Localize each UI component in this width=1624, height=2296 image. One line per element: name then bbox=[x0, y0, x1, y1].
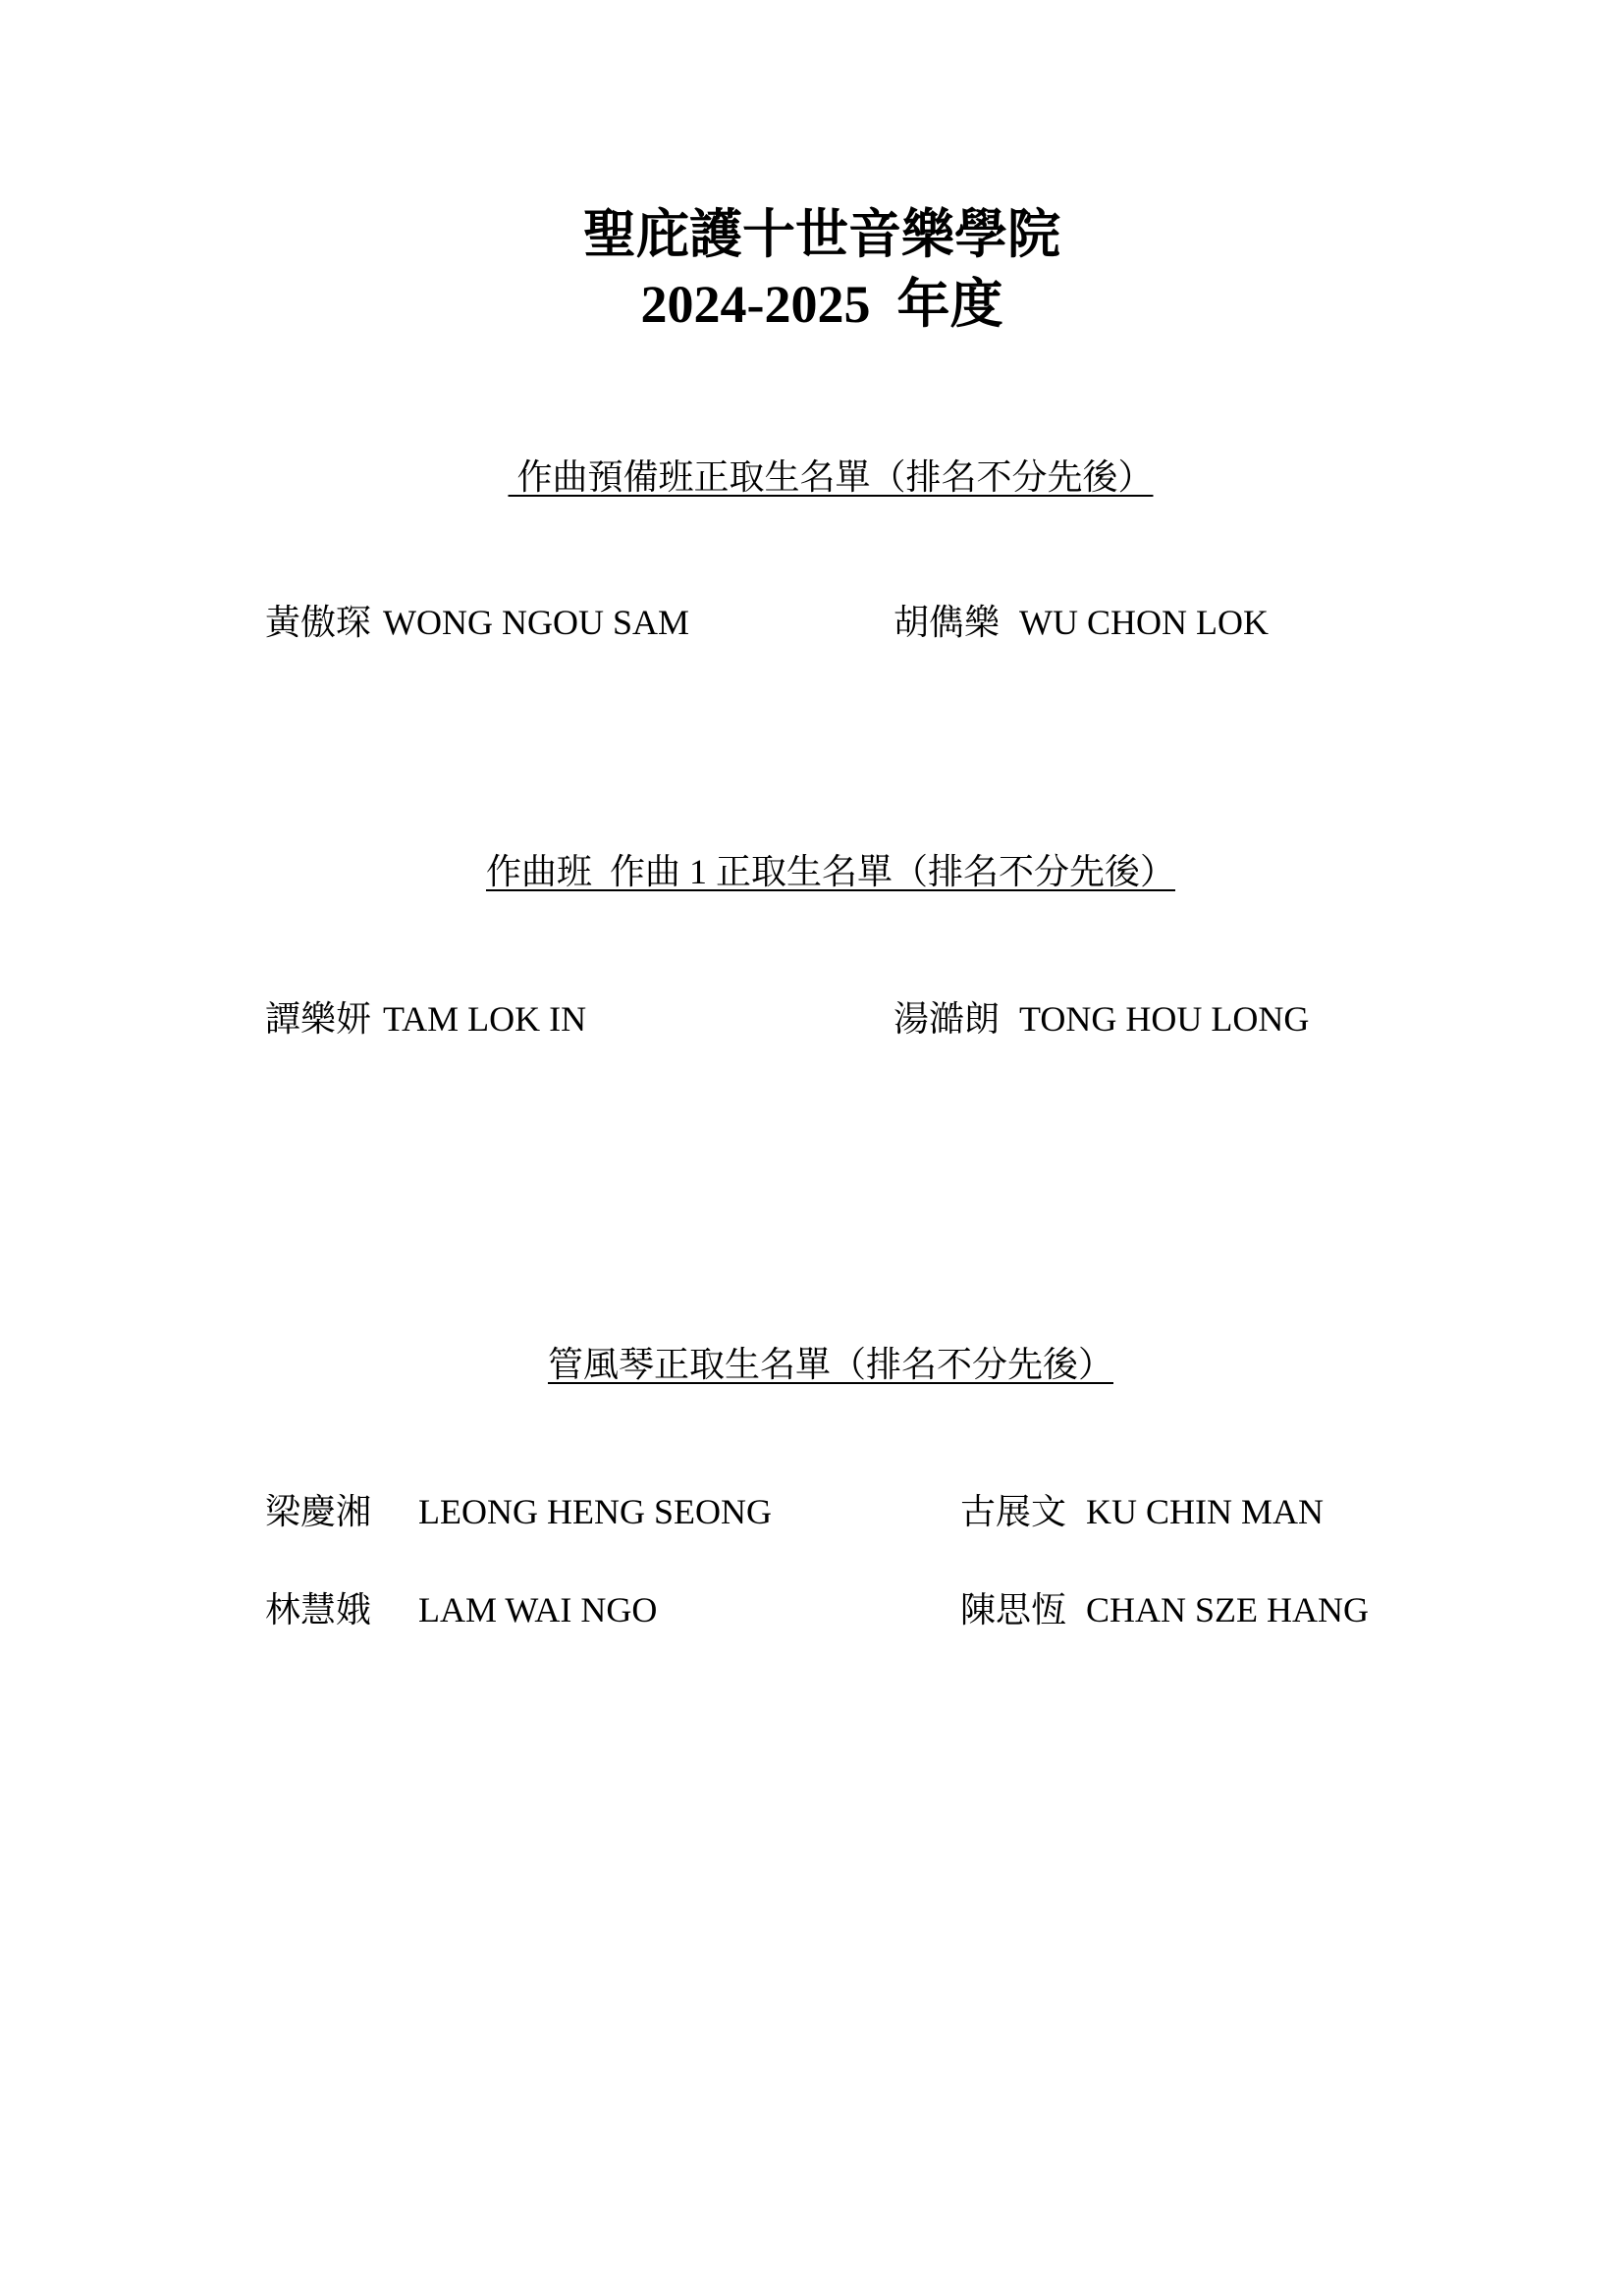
academic-year: 2024-2025 年度 bbox=[640, 275, 1003, 334]
student-chinese-name: 湯澔朗 bbox=[893, 999, 1001, 1039]
student-english-name: WONG NGOU SAM bbox=[383, 603, 690, 642]
student-english-name: KU CHIN MAN bbox=[1086, 1492, 1325, 1531]
student-english-name: LEONG HENG SEONG bbox=[418, 1492, 772, 1531]
student-entry bbox=[247, 1459, 772, 1529]
student-chinese-name: 古展文 bbox=[960, 1492, 1067, 1531]
student-chinese-name: 梁慶湘 bbox=[265, 1492, 372, 1531]
student-chinese-name: 黃傲琛 bbox=[265, 603, 372, 642]
student-entry bbox=[943, 1557, 1369, 1628]
student-entry bbox=[247, 1557, 657, 1628]
student-english-name: LAM WAI NGO bbox=[418, 1590, 658, 1629]
student-chinese-name: 胡儁樂 bbox=[893, 603, 1001, 642]
student-chinese-name: 譚樂妍 bbox=[265, 999, 372, 1039]
student-entry bbox=[247, 966, 586, 1037]
student-english-name: TAM LOK IN bbox=[383, 999, 587, 1039]
section-heading-organ: 管風琴正取生名單（排名不分先後） bbox=[547, 1345, 1113, 1384]
student-entry bbox=[876, 569, 1269, 640]
student-chinese-name: 陳思恆 bbox=[960, 1590, 1067, 1629]
student-entry bbox=[943, 1459, 1324, 1529]
student-entry bbox=[876, 966, 1309, 1037]
student-english-name: WU CHON LOK bbox=[1019, 603, 1269, 642]
student-entry bbox=[247, 569, 689, 640]
student-chinese-name: 林慧娥 bbox=[265, 1590, 372, 1629]
institution-title: 聖庇護十世音樂學院 bbox=[583, 205, 1060, 264]
student-english-name: TONG HOU LONG bbox=[1019, 999, 1310, 1039]
section-heading-composition-1: 作曲班 作曲 1 正取生名單（排名不分先後） bbox=[485, 852, 1175, 891]
section-heading-composition-prep: 作曲預備班正取生名單（排名不分先後） bbox=[508, 457, 1154, 497]
student-english-name: CHAN SZE HANG bbox=[1086, 1590, 1370, 1629]
